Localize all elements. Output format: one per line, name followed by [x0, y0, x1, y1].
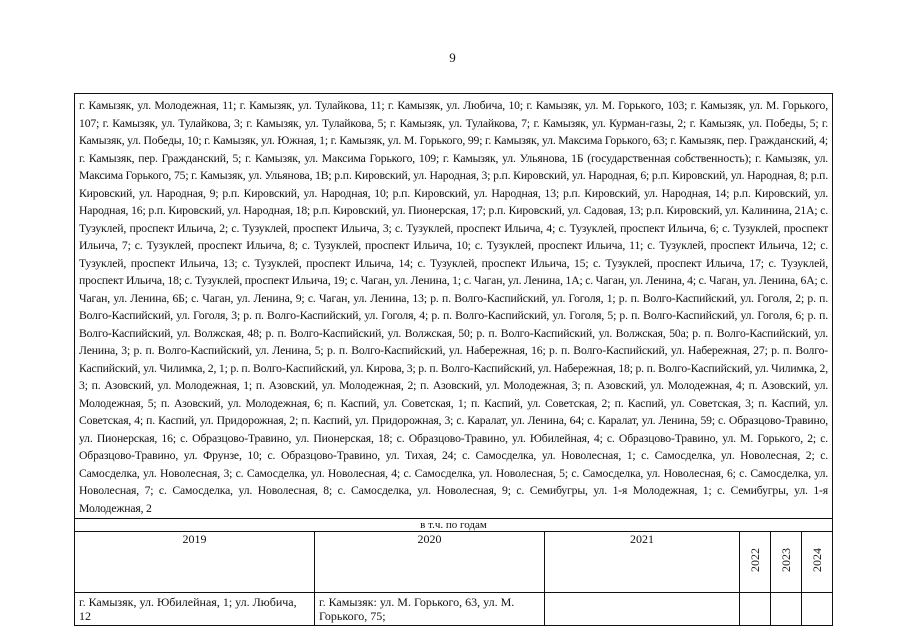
cell-2023 [771, 593, 802, 626]
address-table [74, 93, 833, 626]
addresses-text: г. Камызяк, ул. Молодежная, 11; г. Камызяк, ул. Тулайкова, 11; г. Камызяк, ул. Любича, 10; г. Камызяк, ул. М. Горького, 103; г. Камызяк, ул. М. Горького, 107; г. Камызяк, ул. Тулайкова, 3; г. Камызяк, ул. Тулайкова, 5; г. Камызяк, ул. Тулайкова, 7; г. Камызяк, ул. Курман-газы, 2; г. Камызяк, ул. Победы, 5; г. Камызяк, ул. Победы, 10; г. Камызяк, ул. Южная, 1; г. Камызяк, ул. М. Горького, 99; г. Камызяк, ул. Максима Горького, 63; г. Камызяк, пер. Гражданский, 4; г. Камызяк, пер. Гражданский, 5; г. Камызяк, ул. Максима Горького, 109; г. Камызяк, ул. Ульянова, 1Б (государственная собственность); г. Камызяк, ул. Максима Горького, 75; г. Камызяк, ул. Ульянова, 1В; р.п. Кировский, ул. Народная, 3; р.п. Кировский, ул. Народная, 6; р.п. Кировский, ул. Народная, 8; р.п. Кировский, ул. Народная, 9; р.п. Кировский, ул. Народная, 10; р.п. Кировский, ул. Народная, 13; р.п. Кировский, ул. Народная, 14; р.п. Кировский, ул. Народная, 16; р.п. Кировский, ул. Народная, 18; р.п. Кировский, ул. Пионерская, 17; р.п. Кировский, ул. Садовая, 13; р.п. Кировский, ул. Калинина, 21А; с. Тузуклей, проспект Ильича, 2; с. Тузуклей, проспект Ильича, 3; с. Тузуклей, проспект Ильича, 4; с. Тузуклей, проспект Ильича, 6; с. Тузуклей, проспект Ильича, 7; с. Тузуклей, проспект Ильича, 8; с. Тузуклей, проспект Ильича, 10; с. Тузуклей, проспект Ильича, 11; с. Тузуклей, проспект Ильича, 12; с. Тузуклей, проспект Ильича, 13; с. Тузуклей, проспект Ильича, 14; с. Тузуклей, проспект Ильича, 15; с. Тузуклей, проспект Ильича, 17; с. Тузуклей, проспект Ильича, 18; с. Тузуклей, проспект Ильича, 19; с. Чаган, ул. Ленина, 1; с. Чаган, ул. Ленина, 1А; с. Чаган, ул. Ленина, 4; с. Чаган, ул. Ленина, 6А; с. Чаган, ул. Ленина, 6Б; с. Чаган, ул. Ленина, 9; с. Чаган, ул. Ленина, 13; р. п. Волго-Каспийский, ул. Гоголя, 1; р. п. Волго-Каспийский, ул. Гоголя, 2; р. п. Волго-Каспийский, ул. Гоголя, 3; р. п. Волго-Каспийский, ул. Гоголя, 4; р. п. Волго-Каспийский, ул. Гоголя, 5; р. п. Волго-Каспийский, ул. Гоголя, 6; р. п. Волго-Каспийский, ул. Волжская, 48; р. п. Волго-Каспийский, ул. Волжская, 50; р. п. Волго-Каспийский, ул. Волжская, 50а; р. п. Волго-Каспийский, ул. Ленина, 3; р. п. Волго-Каспийский, ул. Ленина, 5; р. п. Волго-Каспийский, ул. Набережная, 16; р. п. Волго-Каспийский, ул. Набережная, 27; р. п. Волго-Каспийский, ул. Чилимка, 2, 1; р. п. Волго-Каспийский, ул. Кирова, 3; р. п. Волго-Каспийский, ул. Набережная, 18; р. п. Волго-Каспийский, ул. Чилимка, 2, 3; п. Азовский, ул. Молодежная, 1; п. Азовский, ул. Молодежная, 2; п. Азовский, ул. Молодежная, 3; п. Азовский, ул. Молодежная, 4; п. Азовский, ул. Молодежная, 5; п. Азовский, ул. Молодежная, 6; п. Каспий, ул. Советская, 1; п. Каспий, ул. Советская, 2; п. Каспий, ул. Советская, 3; п. Каспий, ул. Советская, 4; п. Каспий, ул. Придорожная, 2; п. Каспий, ул. Придорожная, 3; с. Каралат, ул. Ленина, 64; с. Каралат, ул. Ленина, 59; с. Образцово-Травино, ул. Пионерская, 16; с. Образцово-Травино, ул. Пионерская, 18; с. Образцово-Травино, ул. Юбилейная, 4; с. Образцово-Травино, ул. М. Горького, 2; с. Образцово-Травино, ул. Фрунзе, 10; с. Образцово-Травино, ул. Тихая, 24; с. Самосделка, ул. Новолесная, 1; с. Самосделка, ул. Новолесная, 2; с. Самосделка, ул. Новолесная, 3; с. Самосделка, ул. Новолесная, 4; с. Самосделка, ул. Новолесная, 5; с. Самосделка, ул. Новолесная, 6; с. Самосделка, ул. Новолесная, 7; с. Самосделка, ул. Новолесная, 8; с. Самосделка, ул. Новолесная, 9; с. Семибугры, ул. 1-я Молодежная, 1; с. Семибугры, ул. 1-я Молодежная, 2 [75, 94, 833, 519]
year-2024-header [802, 532, 833, 593]
by-years-row [75, 519, 833, 532]
addresses-row [75, 94, 833, 519]
year-2024-label: 2024 [810, 548, 825, 572]
year-2022-label: 2022 [748, 548, 762, 572]
cell-2021 [545, 593, 740, 626]
year-header-row [75, 532, 833, 593]
cell-2022 [740, 593, 771, 626]
year-2023-label: 2023 [779, 548, 793, 572]
year-data-row [75, 593, 833, 626]
year-2023-header [771, 532, 802, 593]
page-number: 9 [449, 50, 456, 65]
by-years-label: в т.ч. по годам [75, 519, 833, 532]
cell-2024 [802, 593, 833, 626]
cell-2020: г. Камызяк: ул. М. Горького, 63, ул. М. Горького, 75; [315, 593, 545, 626]
year-2020-header: 2020 [315, 532, 545, 593]
year-2022-header [740, 532, 771, 593]
year-2019-header: 2019 [75, 532, 315, 593]
cell-2019: г. Камызяк, ул. Юбилейная, 1; ул. Любича, 12 [75, 593, 315, 626]
year-2021-header: 2021 [545, 532, 740, 593]
